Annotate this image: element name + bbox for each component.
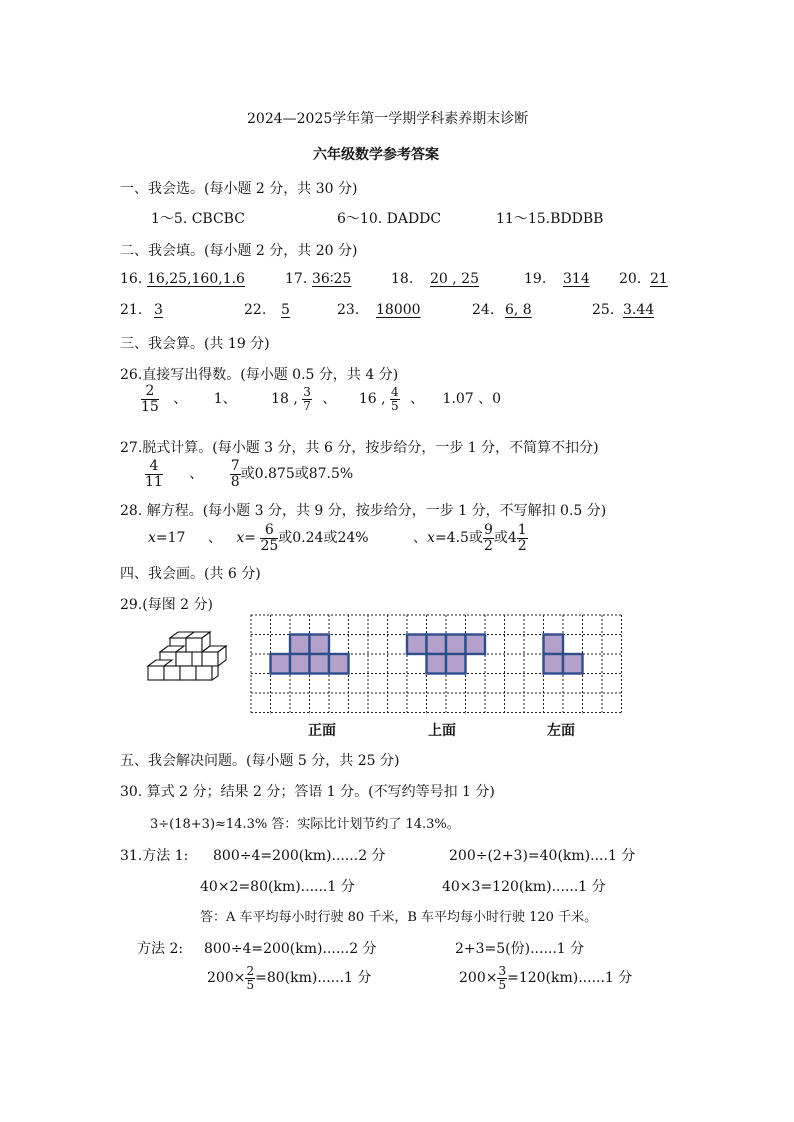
q30-heading: 30. 算式 2 分；结果 2 分；答语 1 分。(不写约等号扣 1 分)	[120, 784, 495, 800]
q22-number: 22.	[244, 302, 267, 318]
q31-m1-step3: 40×2=80(km)......1 分	[200, 879, 355, 895]
q27-heading: 27.脱式计算。(每小题 3 分，共 6 分，按步给分，一步 1 分，不简算不扣分)	[120, 440, 599, 456]
q20-number: 20.	[619, 271, 642, 287]
left-view-cell	[563, 654, 583, 674]
section-3-heading: 三、我会算。(共 19 分)	[120, 336, 270, 352]
q18-answer: 20 , 25	[430, 271, 479, 287]
front-view-cell	[290, 654, 310, 674]
q27-fraction-2: $\frac{7}{8}$	[230, 458, 240, 490]
q31-m1-step1: 800÷4=200(km)......2 分	[213, 848, 386, 864]
q26-fraction-1: $\frac{2}{15}$	[141, 383, 159, 415]
q18-number: 18.	[391, 271, 414, 287]
q21-number: 21.	[120, 302, 143, 318]
q22-answer: 5	[281, 302, 290, 318]
left-view-cell	[544, 654, 564, 674]
answers-11-15: 11～15.BDDBB	[496, 211, 604, 227]
top-view-cell	[407, 635, 427, 655]
q31-method2-label: 方法 2:	[137, 941, 184, 957]
q19-answer: 314	[563, 271, 590, 287]
q26-answers: $\frac{2}{15}$ 、 1、 18 , $\frac{3}{7}$ 、 16 , $\frac{4}{5}$ 、 1.07 、0	[141, 383, 502, 415]
q31-m2-step2: 2+3=5(份)......1 分	[455, 941, 585, 957]
q28-fraction-c: $\frac{9}{2}$	[483, 522, 493, 554]
three-view-grid	[250, 614, 622, 714]
label-left-view: 左面	[547, 723, 575, 739]
front-view-cell	[290, 635, 310, 655]
top-view-cell	[446, 654, 466, 674]
label-front-view: 正面	[308, 723, 336, 739]
q31-m2-step1: 800÷4=200(km)......2 分	[204, 941, 377, 957]
q27-answers: $\frac{4}{11}$ 、 $\frac{7}{8}$ 或0.875或87.5%	[145, 458, 354, 490]
section-2-heading: 二、我会填。(每小题 2 分，共 20 分)	[120, 243, 358, 259]
answers-6-10: 6～10. DADDC	[337, 211, 442, 227]
left-view-cell	[544, 635, 564, 655]
q25-answer: 3.44	[623, 302, 655, 318]
q16-answer: 16,25,160,1.6	[147, 271, 245, 287]
q17-answer: 36∶25	[312, 271, 352, 287]
q20-answer: 21	[650, 271, 668, 287]
q31-fraction-2-5: $\frac{2}{5}$	[246, 964, 255, 992]
section-4-heading: 四、我会画。(共 6 分)	[120, 566, 261, 582]
q19-number: 19.	[524, 271, 547, 287]
q28-heading: 28. 解方程。(每小题 3 分，共 9 分，按步给分，一步 1 分，不写解扣 0.5 分)	[120, 503, 607, 519]
q31-m2-step4: 200× $\frac{3}{5}$ =120(km)......1 分	[459, 964, 633, 992]
q31-m1-step4: 40×3=120(km)......1 分	[442, 879, 606, 895]
q25-number: 25.	[592, 302, 615, 318]
q24-number: 24.	[472, 302, 495, 318]
q26-fraction-4: $\frac{4}{5}$	[391, 385, 399, 413]
q31-m1-step2: 200÷(2+3)=40(km)....1 分	[449, 848, 636, 864]
answers-1-5: 1～5. CBCBC	[151, 211, 245, 227]
top-view-cell	[427, 635, 447, 655]
top-view-cell	[466, 635, 486, 655]
front-view-cell	[310, 654, 330, 674]
cube-stack-figure	[146, 630, 232, 688]
q28-answers: x=17 、 x= $\frac{6}{25}$ 或0.24或24% 、x=4.5或 $\frac{9}{2}$ 或4 $\frac{1}{2}$	[148, 522, 527, 554]
q27-fraction-1: $\frac{4}{11}$	[145, 458, 163, 490]
q29-heading: 29.(每图 2 分)	[120, 597, 213, 613]
front-view-cell	[310, 635, 330, 655]
top-view-cell	[427, 654, 447, 674]
q31-fraction-3-5: $\frac{3}{5}$	[498, 964, 507, 992]
q26-fraction-3: $\frac{3}{7}$	[303, 385, 311, 413]
q26-heading: 26.直接写出得数。(每小题 0.5 分，共 4 分)	[120, 367, 399, 383]
q23-answer: 18000	[376, 302, 421, 318]
top-view-cell	[446, 635, 466, 655]
section-5-heading: 五、我会解决问题。(每小题 5 分，共 25 分)	[120, 753, 400, 769]
q17-number: 17.	[285, 271, 308, 287]
q31-method1-label: 31.方法 1:	[120, 848, 189, 864]
q31-m2-step3: 200× $\frac{2}{5}$ =80(km)......1 分	[207, 964, 372, 992]
answer-key-title: 六年级数学参考答案	[313, 147, 439, 163]
q23-number: 23.	[337, 302, 360, 318]
exam-title: 2024—2025学年第一学期学科素养期末诊断	[247, 111, 529, 127]
front-view-cell	[329, 654, 349, 674]
q30-solution: 3÷(18+3)≈14.3% 答：实际比计划节约了 14.3%。	[150, 817, 460, 832]
q21-answer: 3	[154, 302, 163, 318]
label-top-view: 上面	[428, 723, 456, 739]
q16-number: 16.	[120, 271, 143, 287]
q28-fraction-c2: $\frac{1}{2}$	[517, 522, 527, 554]
q31-answer: 答：A 车平均每小时行驶 80 千米，B 车平均每小时行驶 120 千米。	[200, 910, 598, 925]
front-view-cell	[271, 654, 291, 674]
section-1-heading: 一、我会选。(每小题 2 分，共 30 分)	[120, 181, 358, 197]
q24-answer: 6, 8	[505, 302, 532, 318]
q28-fraction-b: $\frac{6}{25}$	[260, 522, 279, 554]
